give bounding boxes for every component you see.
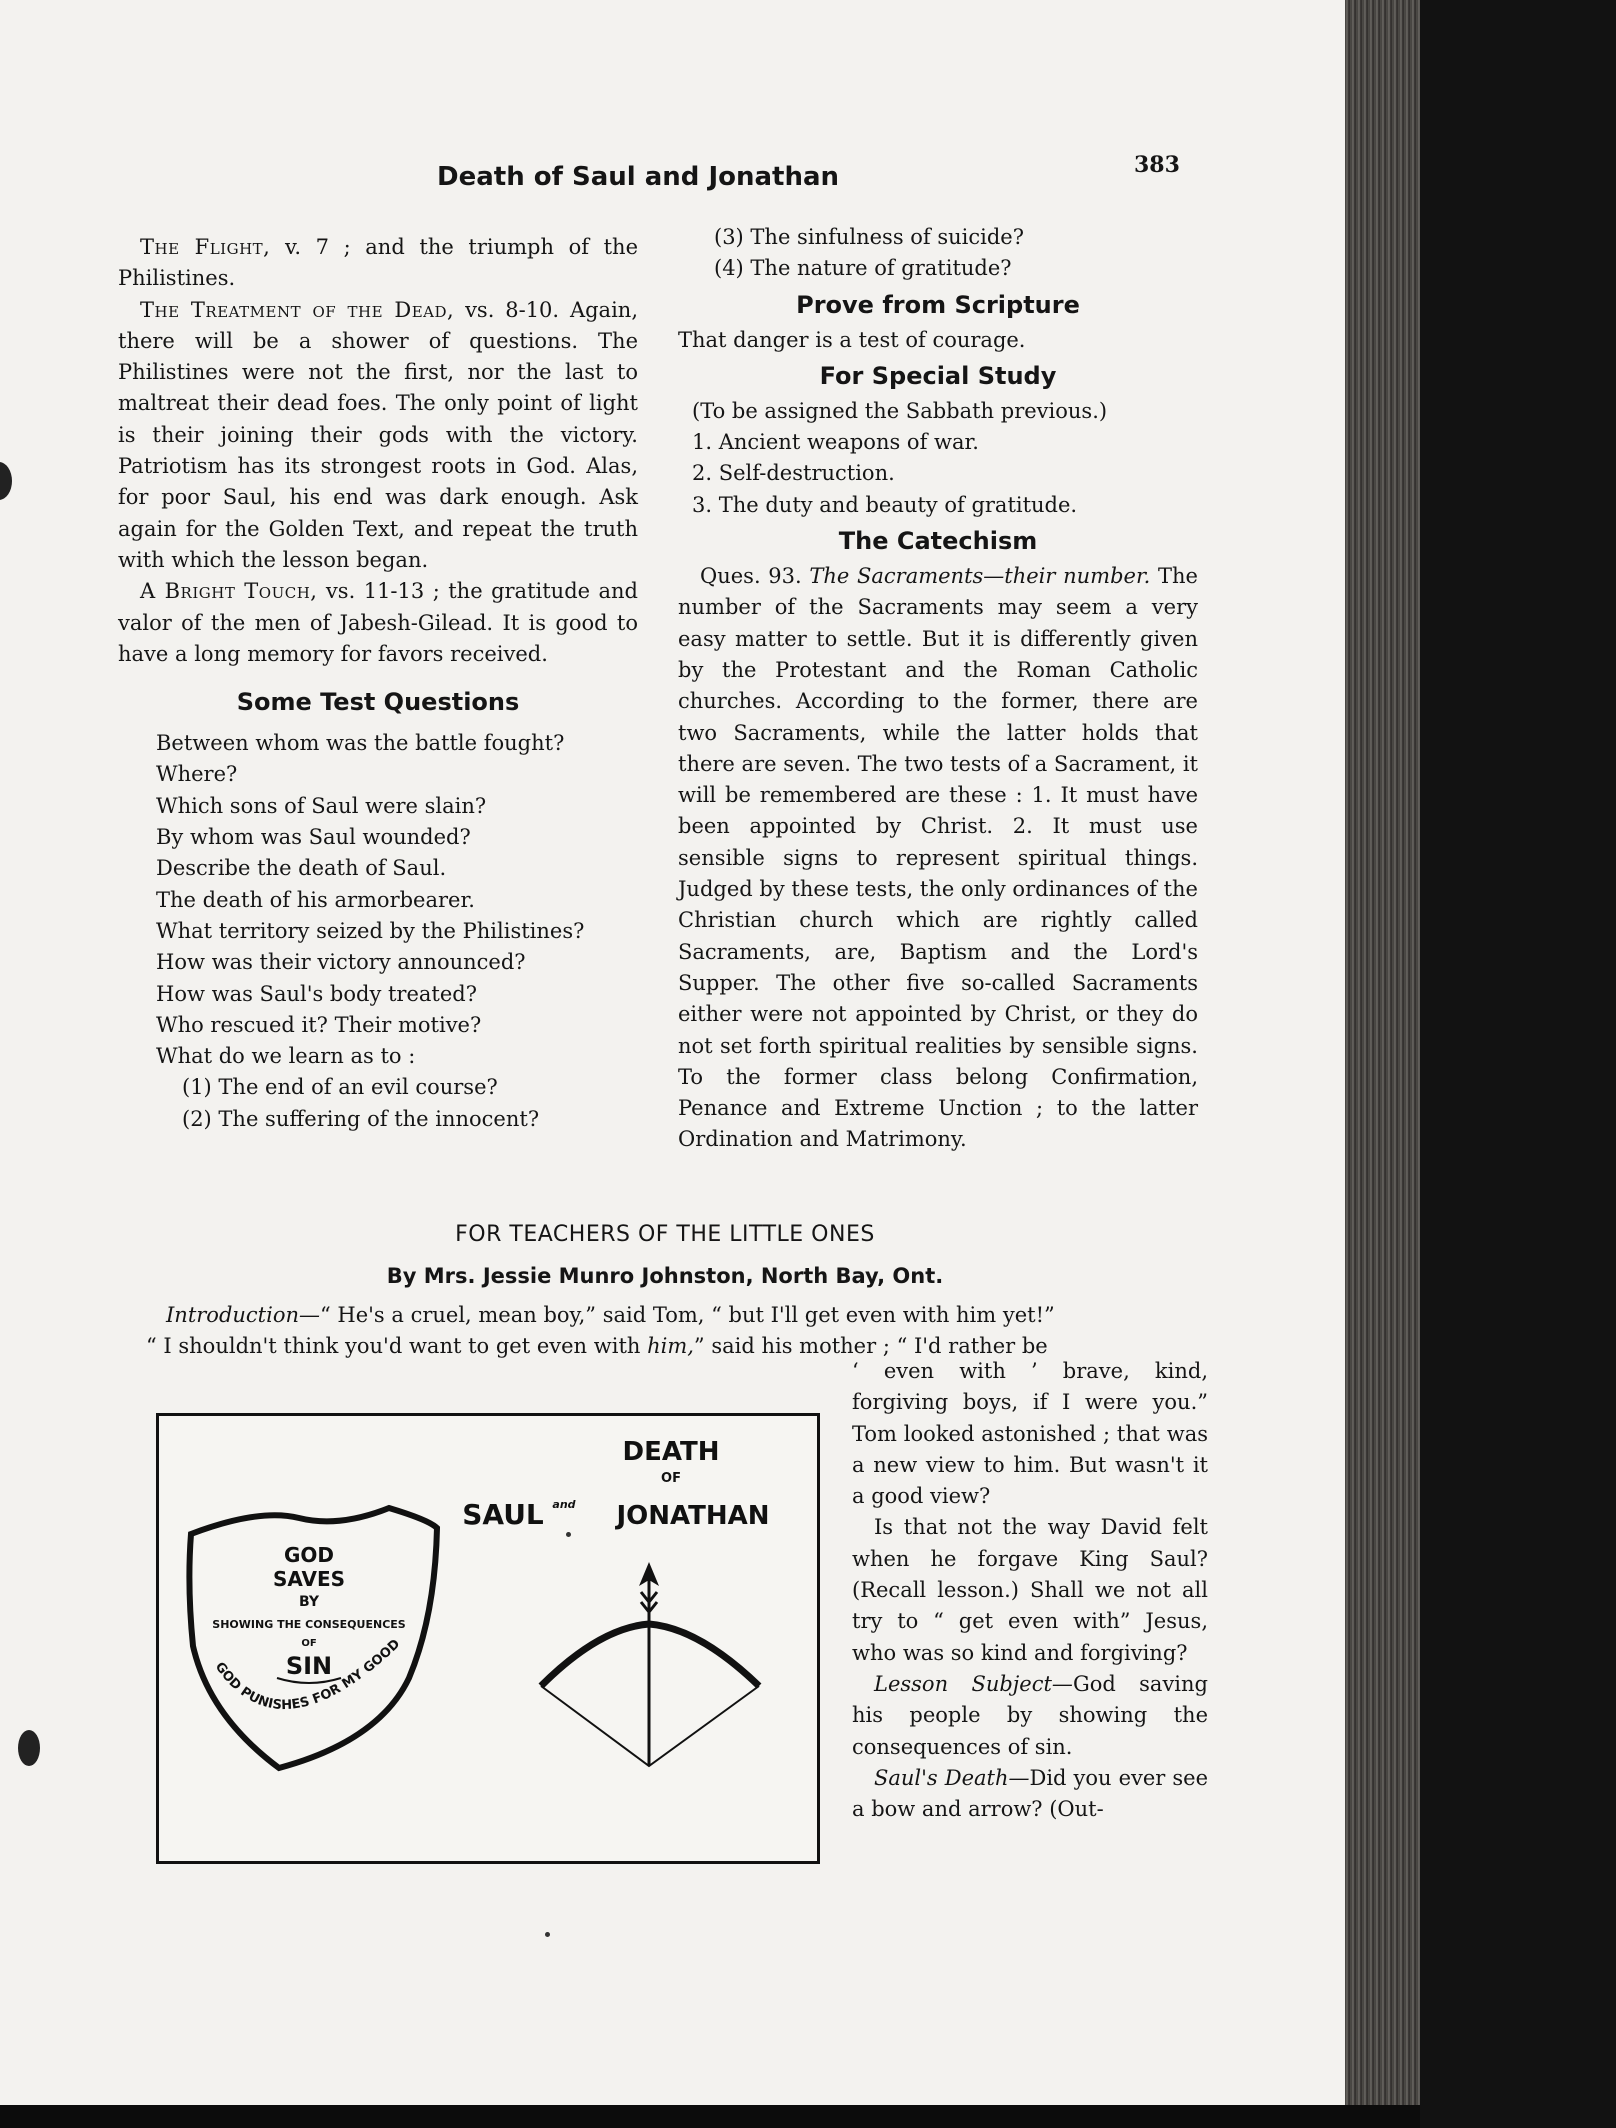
- shield-text-of: OF: [301, 1638, 317, 1649]
- page-number: 383: [1134, 152, 1180, 178]
- list-item: What territory seized by the Philistines?: [156, 918, 585, 943]
- catechism-heading: The Catechism: [838, 527, 1038, 556]
- paragraph-treatment: [118, 295, 638, 577]
- bright-touch-text: vs. 11-13 ; the gratitude and valor of the men of Jabesh-Gilead. It is good to have a long memory for favors received.: [118, 579, 639, 666]
- catechism-paragraph: [678, 561, 1198, 1156]
- shield-text-sin: SIN: [285, 1652, 333, 1680]
- shield-arc-textpath: GOD PUNISHES FOR MY GOOD: [211, 1636, 404, 1714]
- sauls-death-text: Did you ever see a bow and arrow? (Out-: [852, 1765, 1208, 1822]
- ink-spot: [545, 1932, 550, 1937]
- prove-from-scripture-heading: Prove from Scripture: [796, 290, 1080, 319]
- intro-line2-him: him,: [647, 1334, 694, 1359]
- list-item: How was their victory announced?: [156, 950, 526, 975]
- bright-touch-label: A Bright Touch,: [140, 579, 318, 604]
- intro-line-1: [166, 1300, 1212, 1331]
- special-study-list: [678, 427, 1198, 521]
- test-questions-heading: Some Test Questions: [236, 688, 520, 717]
- illustration-title-of: OF: [661, 1471, 681, 1486]
- illustration-title-death: DEATH: [622, 1437, 720, 1467]
- blackboard-illustration: [156, 1413, 820, 1864]
- catechism-topic: The Sacraments—their number.: [809, 564, 1151, 589]
- running-head: Death of Saul and Jonathan: [437, 162, 840, 192]
- special-study-note: (To be assigned the Sabbath previous.): [692, 398, 1108, 423]
- list-item: 1. Ancient weapons of war.: [692, 430, 979, 455]
- introduction: [146, 1300, 1212, 1363]
- illustration-drawing: [159, 1416, 817, 1861]
- lesson-subject-label: Lesson Subject—: [874, 1671, 1073, 1696]
- list-item: Who rescued it? Their motive?: [156, 1012, 482, 1037]
- little-ones-title: FOR TEACHERS OF THE LITTLE ONES: [455, 1222, 875, 1247]
- intro-line2-b: ” said his mother ; “ I'd rather be: [693, 1334, 1048, 1359]
- list-item: By whom was Saul wounded?: [156, 825, 471, 850]
- right-column: [678, 222, 1198, 1156]
- prove-text: That danger is a test of courage.: [678, 327, 1026, 352]
- ink-spot: [566, 1532, 571, 1537]
- intro-line1-text: “ He's a cruel, mean boy,” said Tom, “ but I'll get even with him yet!”: [320, 1303, 1055, 1327]
- paragraph-david: Is that not the way David felt when he forgave King Saul? (Recall lesson.) Shall we not all try to “ get even with” Jesus, who was so kind and forgiving?: [852, 1515, 1208, 1665]
- list-item: (1) The end of an evil course?: [182, 1075, 498, 1100]
- shield-text-by: BY: [298, 1594, 320, 1610]
- little-ones-right-column: [852, 1356, 1208, 1825]
- list-item: (3) The sinfulness of suicide?: [714, 225, 1024, 249]
- treatment-text: vs. 8-10. Again, there will be a shower of questions. The Philistines were not the first, nor the last to maltreat their dead foes. The only point of light is their joining their gods with the victory. Patriotism has its strongest roots in God. Alas, for poor Saul, his end was dark enough. Ask again for the Golden Text, and repeat the truth with which the lesson began.: [118, 297, 638, 572]
- list-item: Describe the death of Saul.: [156, 856, 447, 881]
- byline: By Mrs. Jessie Munro Johnston, North Bay, Ont.: [386, 1264, 944, 1288]
- bottom-shadow: [0, 2105, 1420, 2128]
- illustration-title-saul: SAUL: [462, 1498, 544, 1531]
- list-item: (2) The suffering of the innocent?: [182, 1106, 540, 1131]
- paragraph-sauls-death: [852, 1763, 1208, 1826]
- list-item: Where?: [156, 762, 238, 787]
- bow-and-arrow-icon: [541, 1562, 759, 1766]
- list-item: 2. Self-destruction.: [692, 461, 895, 486]
- lesson-subject-text: God saving his people by showing the consequences of sin.: [852, 1671, 1208, 1759]
- book-page-edges: [1345, 0, 1420, 2105]
- binding-hole: [18, 1730, 40, 1766]
- list-item: Between whom was the battle fought?: [156, 731, 565, 756]
- intro-label: Introduction—: [166, 1303, 320, 1327]
- list-item: How was Saul's body treated?: [156, 981, 477, 1006]
- shield-text-consequences: SHOWING THE CONSEQUENCES: [212, 1618, 406, 1631]
- illustration-title-and: and: [552, 1498, 576, 1511]
- sauls-death-label: Saul's Death—: [874, 1765, 1030, 1790]
- list-item: (4) The nature of gratitude?: [714, 256, 1012, 281]
- list-item: What do we learn as to :: [156, 1044, 416, 1069]
- catechism-text: The number of the Sacraments may seem a very easy matter to settle. But it is differently given by the Protestant and the Roman Catholic churches. According to the former, there are two Sacraments, while the latter holds that there are seven. The two tests of a Sacrament, it will be remembered are these : 1. It must have been appointed by Christ. 2. It must use sensible signs to represent spiritual things. Judged by these tests, the only ordinances of the Christian church which are rightly called Sacraments, are, Baptism and the Lord's Supper. The other five so-called Sacraments either were not appointed by Christ, or they do not set forth spiritual realities by sensible signs. To the former class belong Confirmation, Penance and Extreme Unction ; to the latter Ordination and Matrimony.: [678, 564, 1198, 1152]
- special-study-heading: For Special Study: [819, 361, 1057, 390]
- list-item: Which sons of Saul were slain?: [156, 793, 487, 818]
- paragraph-lesson-subject: [852, 1669, 1208, 1763]
- intro-continuation: ‘ even with ’ brave, kind, forgiving boys, if I were you.” Tom looked astonished ; that was a new view to him. But wasn't it a good view?: [852, 1359, 1208, 1509]
- treatment-label: The Treatment of the Dead,: [140, 297, 455, 322]
- flight-label: The Flight,: [140, 235, 271, 259]
- illustration-title-jonathan: JONATHAN: [616, 1501, 770, 1531]
- book-spine-shadow: [1420, 0, 1616, 2128]
- catechism-lead: Ques. 93.: [700, 564, 810, 589]
- left-column: [118, 232, 638, 1135]
- shield-text-god: GOD: [283, 1543, 335, 1567]
- shield-text-saves: SAVES: [272, 1567, 346, 1591]
- paragraph-flight: [118, 232, 638, 295]
- list-item: The death of his armorbearer.: [156, 887, 475, 912]
- list-item: 3. The duty and beauty of gratitude.: [692, 492, 1078, 517]
- continued-questions-list: [678, 222, 1198, 285]
- paragraph-bright-touch: [118, 576, 638, 670]
- intro-line2-a: “ I shouldn't think you'd want to get even with: [146, 1334, 648, 1359]
- test-questions-list: [118, 728, 638, 1135]
- flight-text: v. 7 ; and the triumph of the Philistines.: [118, 235, 639, 291]
